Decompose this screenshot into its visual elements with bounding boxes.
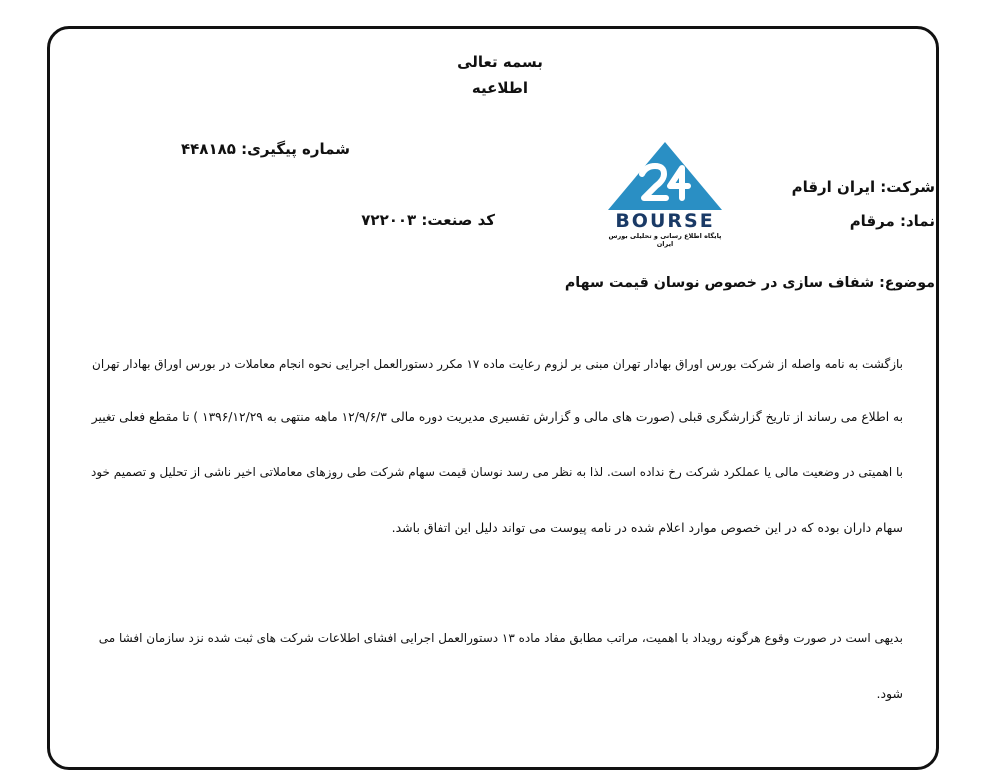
notice-title: اطلاعیه	[471, 79, 529, 97]
document-frame	[47, 26, 939, 770]
basmala-heading: بسمه تعالی	[457, 53, 543, 71]
bourse-logo-icon	[600, 140, 730, 212]
subject-line: موضوع: شفاف سازی در خصوص نوسان قیمت سهام	[564, 275, 935, 291]
bourse-logo	[600, 140, 730, 248]
logo-wordmark: BOURSE	[615, 210, 715, 232]
body-line: با اهمیتی در وضعیت مالی یا عملکرد شرکت رخ نداده است. لذا به نظر می رسد نوسان قیمت سهام شرکت طی روزهای معاملاتی اخیر ناشی از تحلیل و تصمیم خود	[90, 465, 903, 479]
body-line: سهام داران بوده که در این خصوص موارد اعلام شده در نامه پیوست می تواند دلیل این اتفاق باشد.	[391, 520, 903, 535]
tracking-number: شماره پیگیری: ۴۴۸۱۸۵	[181, 140, 350, 158]
industry-code: کد صنعت: ۷۲۲۰۰۳	[361, 211, 495, 229]
body-line: شود.	[876, 686, 903, 701]
company-symbol: نماد: مرقام	[849, 212, 935, 230]
company-name: شرکت: ایران ارقام	[791, 178, 935, 196]
body-line: به اطلاع می رساند از تاریخ گزارشگری قبلی (صورت های مالی و گزارش تفسیری مدیریت دوره مالی ۱۲/۹/۶/۳ ماهه منتهی به ۱۳۹۶/۱۲/۲۹ ) تا مقطع فعلی تغییر	[91, 410, 903, 424]
body-line: بدیهی است در صورت وقوع هرگونه رویداد با اهمیت، مراتب مطابق مفاد ماده ۱۳ دستورالعمل اجرایی افشای اطلاعات شرکت های ثبت شده نزد سازمان افشا می	[98, 631, 903, 645]
logo-tagline: پایگاه اطلاع رسانی و تحلیلی بورس ایران	[608, 232, 722, 248]
body-line: بازگشت به نامه واصله از شرکت بورس اوراق بهادار تهران مبنی بر لزوم رعایت ماده ۱۷ مکرر دستورالعمل اجرایی نحوه انجام معاملات در بورس اوراق بهادار تهران	[92, 357, 903, 371]
